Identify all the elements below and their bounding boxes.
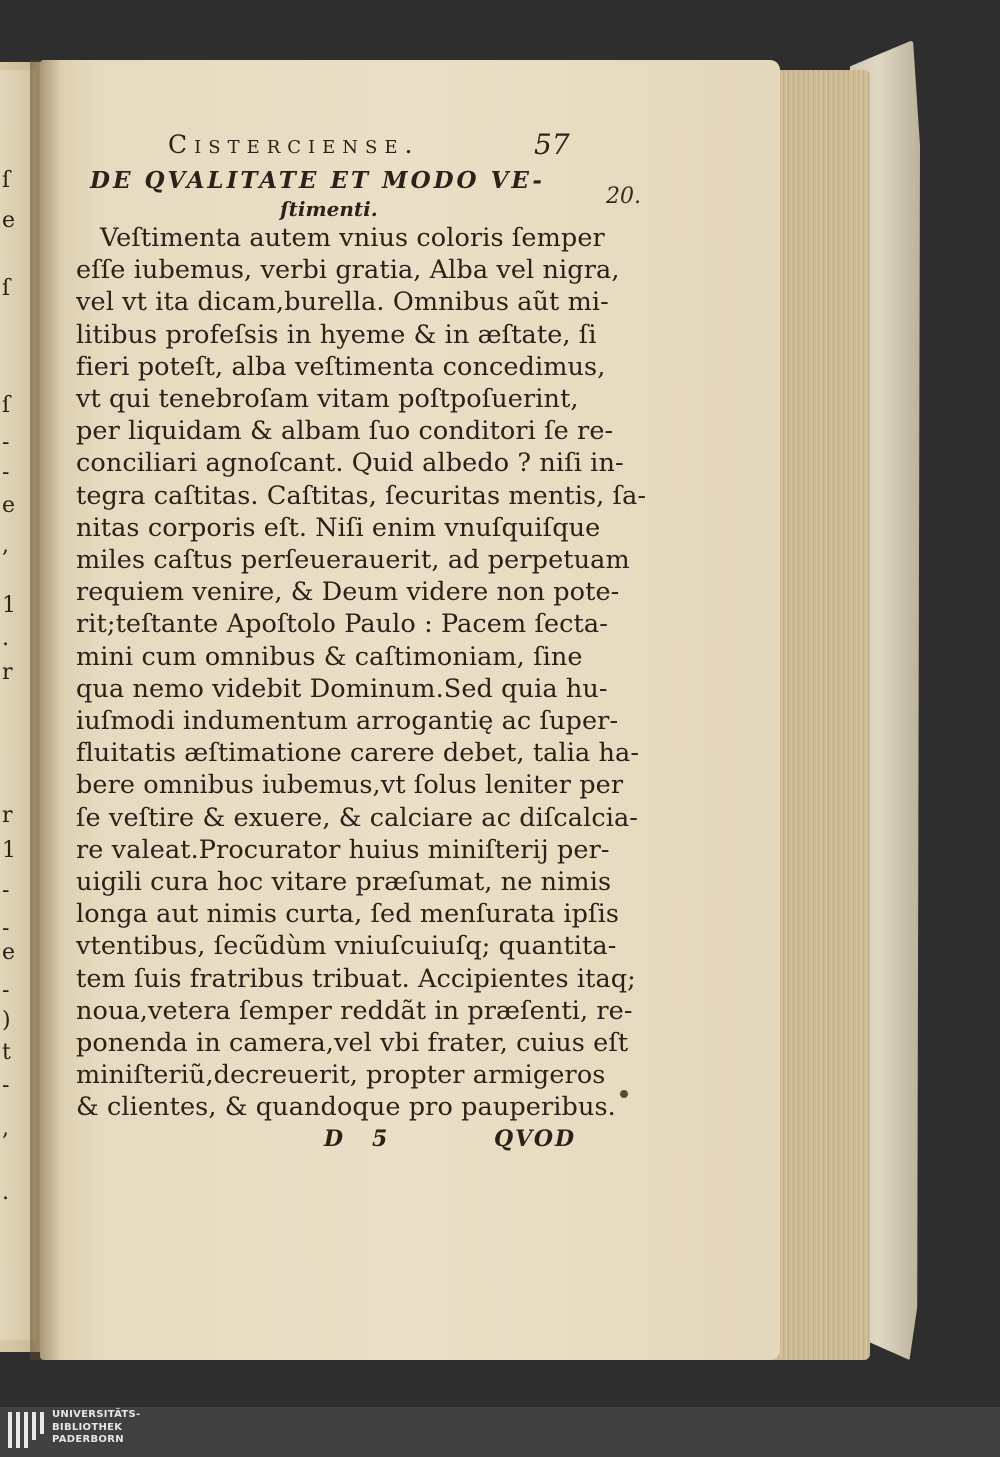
margin-fragment: ſ	[2, 276, 11, 301]
text-line: re valeat.Procurator huius miniſterij per-	[76, 834, 610, 865]
text-line: per liquidam & albam ſuo conditori ſe re-	[76, 416, 614, 447]
text-line: & clientes, & quandoque pro pauperibus.	[76, 1092, 616, 1123]
margin-fragment: -	[2, 916, 10, 941]
margin-fragment: ſ	[2, 168, 11, 193]
margin-fragment: .	[2, 1180, 9, 1205]
margin-fragment: -	[2, 1073, 10, 1098]
running-head	[76, 130, 596, 166]
margin-fragment: r	[2, 803, 13, 828]
margin-fragment: -	[2, 978, 10, 1003]
running-head-title: Cisterciense.	[168, 130, 420, 159]
text-line: ſe veſtire & exuere, & calciare ac diſcalcia-	[76, 802, 639, 833]
text-line: uigili cura hoc vitare præſumat, ne nimis	[76, 867, 612, 898]
text-line: vel vt ita dicam,burella. Omnibus aũt mi-	[76, 287, 609, 318]
text-line: vt qui tenebroſam vitam poſtpoſuerint,	[76, 384, 579, 415]
text-line: nitas corporis eſt. Niſi enim vnuſquiſque	[76, 512, 601, 543]
text-line: tem ſuis fratribus tribuat. Accipientes itaq;	[76, 963, 636, 994]
logo-line: UNIVERSITÄTS-	[52, 1409, 141, 1420]
margin-fragment: 1	[2, 838, 16, 863]
catchword: QVOD	[494, 1125, 577, 1152]
left-margin-fragments	[0, 170, 20, 1220]
library-footer-bar	[0, 1407, 1000, 1457]
text-line: fieri poteſt, alba veſtimenta concedimus,	[76, 351, 606, 382]
margin-fragment: )	[2, 1008, 11, 1033]
margin-fragment: ſ	[2, 393, 11, 418]
margin-fragment: .	[2, 626, 9, 651]
margin-fragment: -	[2, 460, 10, 485]
gutter-shadow	[30, 60, 60, 1360]
text-line: requiem venire, & Deum videre non pote-	[76, 577, 620, 608]
text-line: conciliari agnoſcant. Quid albedo ? niſi in-	[76, 448, 624, 479]
ink-spot	[620, 1090, 628, 1098]
margin-fragment: e	[2, 493, 16, 518]
text-line: fluitatis æſtimatione carere debet, talia ha-	[76, 738, 640, 769]
margin-fragment: r	[2, 660, 13, 685]
text-line: miniſteriũ,decreuerit, propter armigeros	[76, 1060, 606, 1091]
page-number: 57	[534, 128, 570, 161]
fore-edge	[770, 70, 870, 1360]
margin-fragment: e	[2, 208, 16, 233]
text-line: Veſtimenta autem vnius coloris ſemper	[100, 223, 605, 253]
margin-fragment: ,	[2, 1116, 9, 1141]
signature-mark: D	[324, 1125, 344, 1152]
margin-fragment: e	[2, 940, 16, 965]
section-heading-continued: ſtimenti.	[280, 197, 378, 221]
text-line: vtentibus, ſecũdùm vniuſcuiuſq; quantita-	[76, 931, 617, 962]
text-line: ponenda in camera,vel vbi frater, cuius eſt	[76, 1028, 629, 1059]
text-line: miles caſtus perſeuerauerit, ad perpetuam	[76, 545, 630, 576]
text-line: longa aut nimis curta, ſed menſurata ipſis	[76, 899, 620, 930]
margin-fragment: ,	[2, 533, 9, 558]
text-line: mini cum omnibus & caſtimoniam, ſine	[76, 641, 583, 672]
text-line: noua,vetera ſemper reddãt in præſenti, re-	[76, 995, 633, 1026]
margin-fragment: 1	[2, 593, 16, 618]
margin-fragment: -	[2, 878, 10, 903]
text-line: rit;teſtante Apoſtolo Paulo : Pacem ſecta-	[76, 609, 608, 640]
text-line: bere omnibus iubemus,vt ſolus leniter per	[76, 770, 624, 801]
signature-number: 5	[372, 1125, 388, 1152]
margin-fragment: t	[2, 1040, 11, 1065]
catchword-line	[76, 1126, 596, 1162]
library-logo-text	[52, 1409, 141, 1447]
text-line: eſſe iubemus, verbi gratia, Alba vel nigra,	[76, 255, 620, 286]
margin-fragment: -	[2, 430, 10, 455]
logo-line: PADERBORN	[52, 1434, 124, 1445]
marginal-folio-number: 20.	[606, 184, 641, 209]
text-line: litibus profeſsis in hyeme & in æſtate, ſi	[76, 319, 597, 350]
text-line: tegra caſtitas. Caſtitas, ſecuritas mentis, ſa-	[76, 480, 647, 511]
text-line: iuſmodi indumentum arrogantię ac ſuper-	[76, 706, 619, 737]
logo-line: BIBLIOTHEK	[52, 1421, 123, 1433]
library-logo-icon	[8, 1412, 46, 1452]
text-line: qua nemo videbit Dominum.Sed quia hu-	[76, 673, 608, 704]
section-heading: DE QVALITATE ET MODO VE-	[90, 167, 545, 194]
